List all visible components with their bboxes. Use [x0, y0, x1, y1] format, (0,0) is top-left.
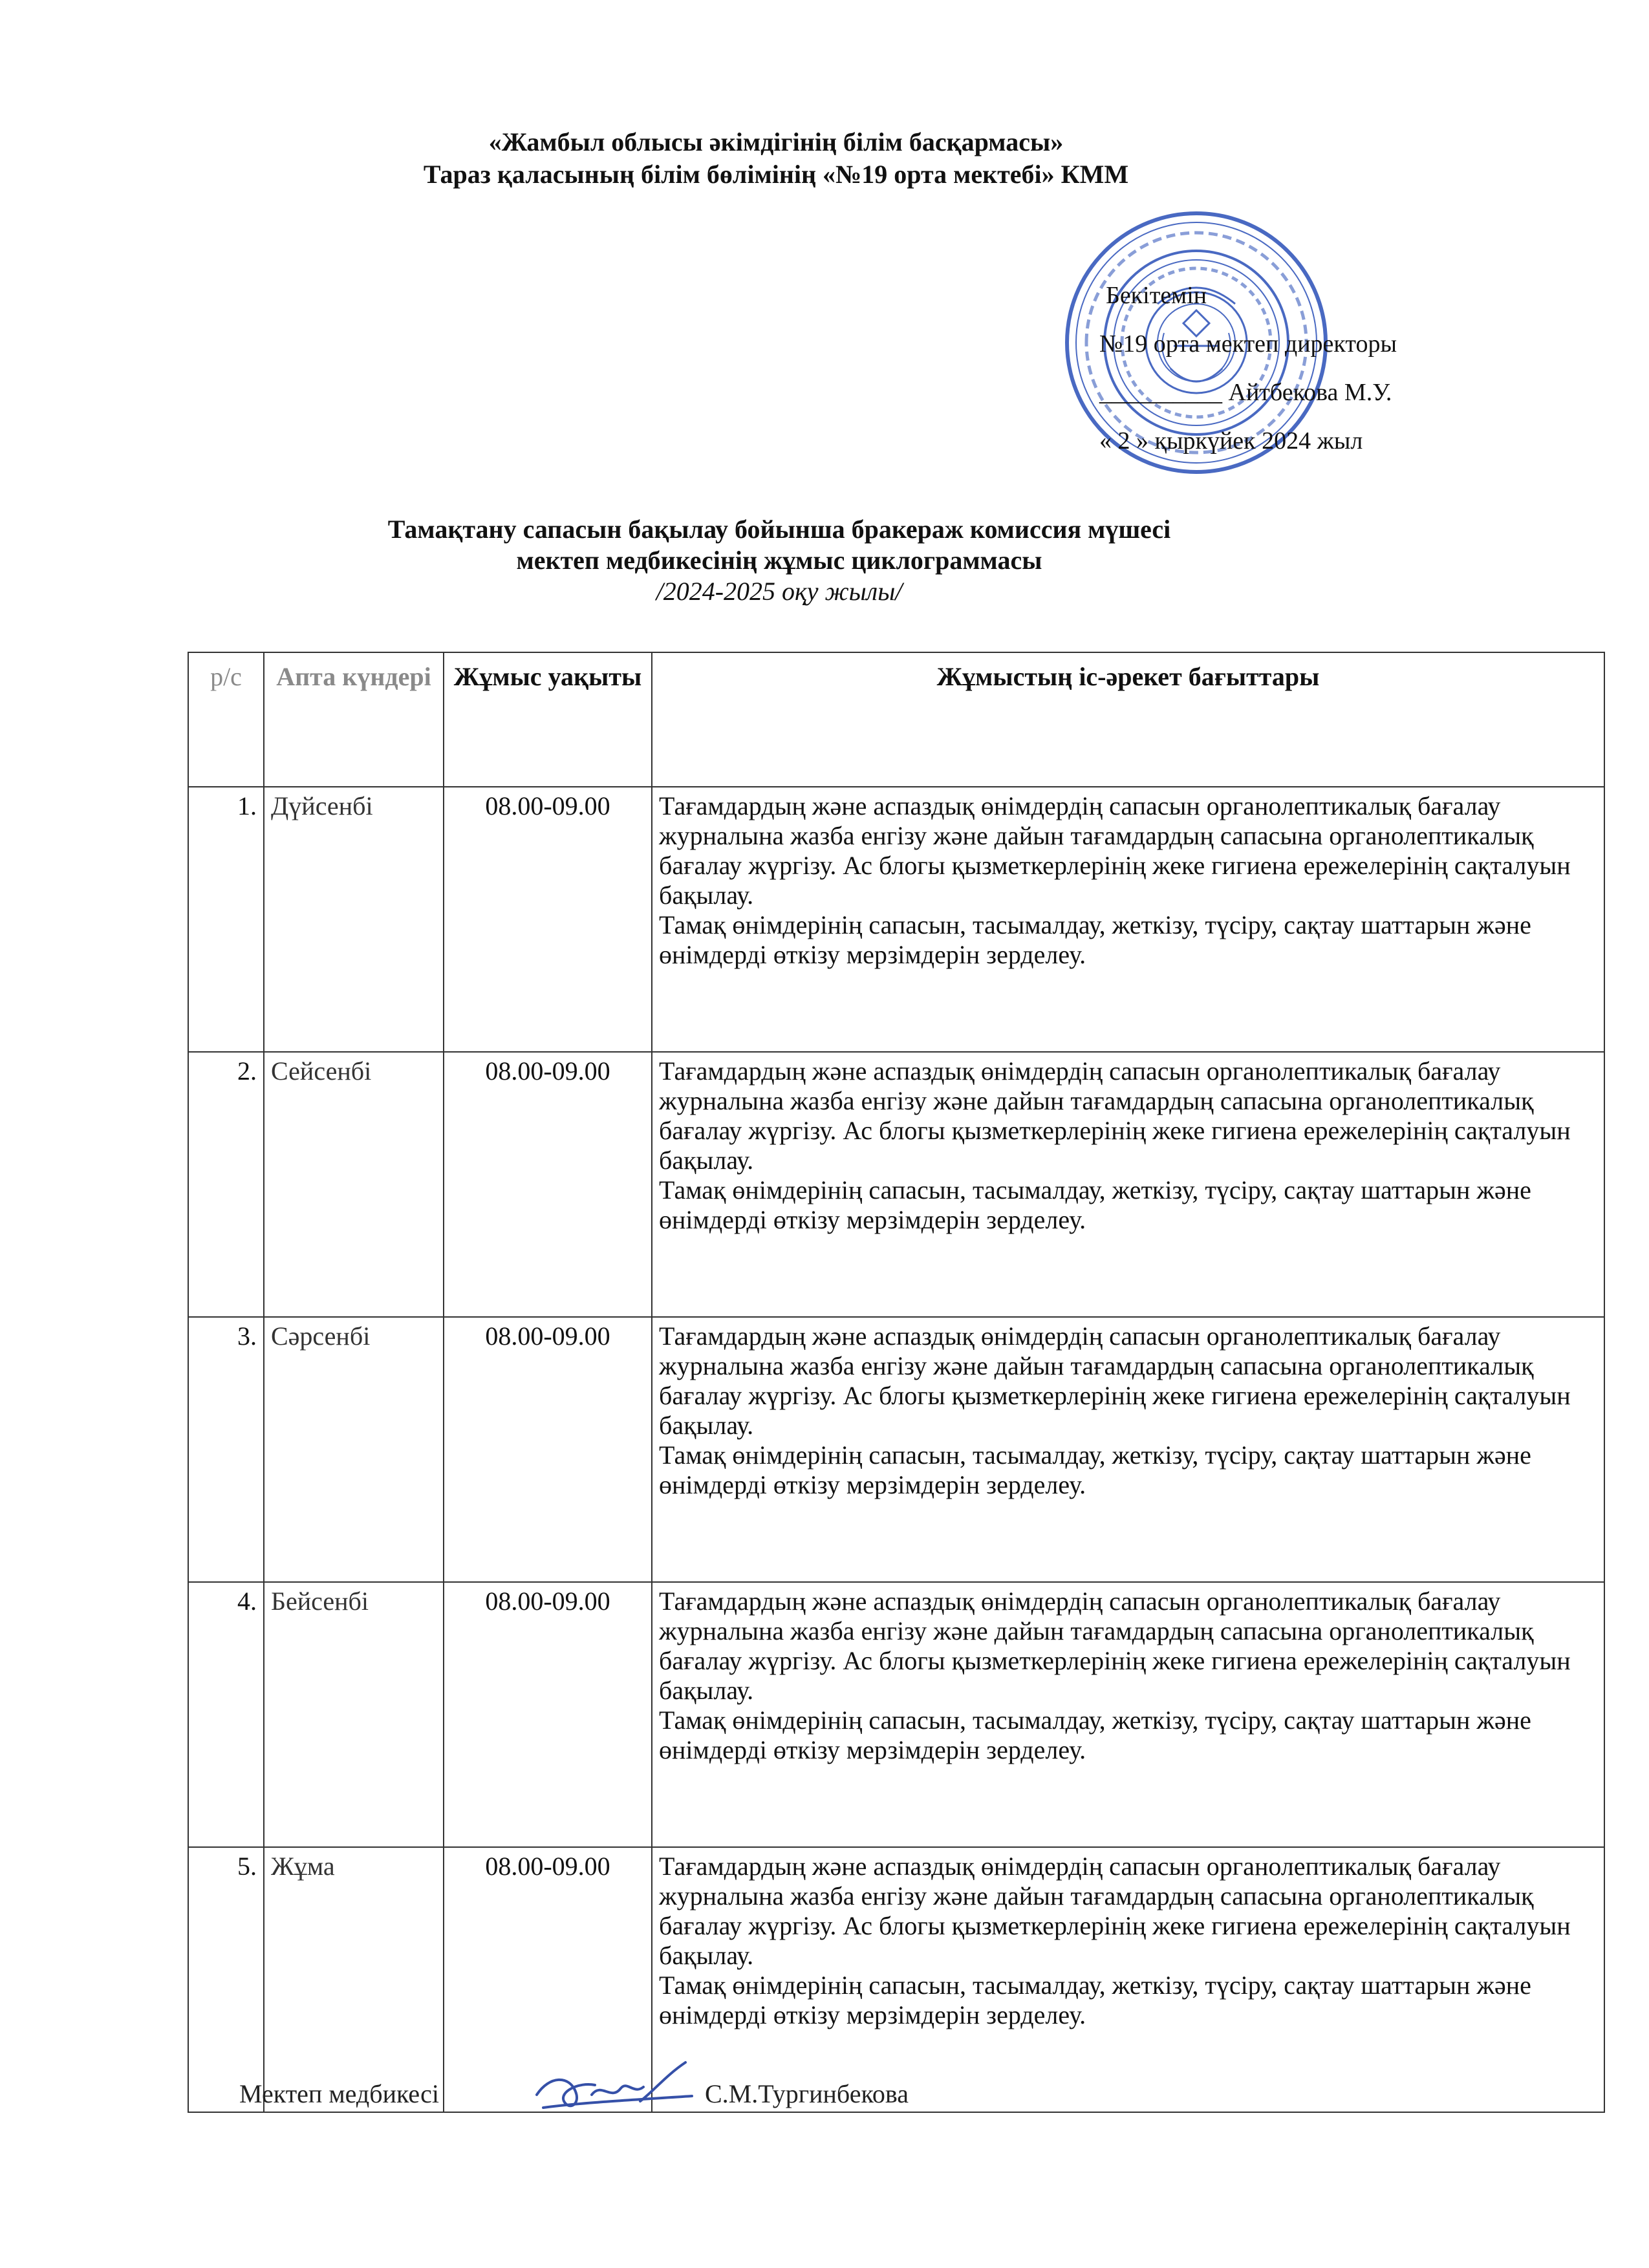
- table-row: [188, 1317, 1604, 1582]
- signer-name: С.М.Тургинбекова: [705, 2079, 909, 2108]
- row-desc-part-b: Тамақ өнімдерінің сапасын, тасымалдау, жеткізу, түсіру, сақтау шаттарын және өнімдерді өткізу мерзімдерін зерделеу.: [659, 1706, 1531, 1764]
- row-day: Жұма: [264, 1847, 444, 2112]
- organization-header: [0, 126, 1649, 191]
- title-line-1: Тамақтану сапасын бақылау бойынша бракераж комиссия мүшесі: [387, 515, 1171, 544]
- table-row: [188, 1582, 1604, 1847]
- schedule-table: [188, 652, 1605, 2113]
- table-row: [188, 787, 1604, 1052]
- table-row: [188, 1847, 1604, 2112]
- table-header-row: [188, 652, 1604, 787]
- header-day: Апта күндері: [264, 652, 444, 787]
- row-desc: [652, 1052, 1604, 1317]
- row-desc-part-b: Тамақ өнімдерінің сапасын, тасымалдау, жеткізу, түсіру, сақтау шаттарын және өнімдерді өткізу мерзімдерін зерделеу.: [659, 1971, 1531, 2029]
- approval-line-1: Бекітемін: [1106, 282, 1207, 309]
- document-title: [0, 514, 1649, 607]
- row-time: 08.00-09.00: [444, 1847, 652, 2112]
- row-desc: [652, 1582, 1604, 1847]
- row-num: 3.: [188, 1317, 264, 1582]
- row-desc: [652, 787, 1604, 1052]
- row-desc-part-a: Тағамдардың және аспаздық өнімдердің сапасын органолептикалық бағалау журналына жазба енгізу және дайын тағамдардың сапасына органолептикалық бағалау жүргізу. Ас блогы қызметкерлерінің жеке гигиена ережелерінің сақталуын бақылау.: [659, 791, 1571, 910]
- row-num: 5.: [188, 1847, 264, 2112]
- header-num: р/с: [188, 652, 264, 787]
- title-line-2: мектеп медбикесінің жұмыс циклограммасы: [516, 546, 1042, 575]
- approval-line-4: « 2 » қыркүйек 2024 жыл: [1099, 427, 1363, 455]
- row-time: 08.00-09.00: [444, 1052, 652, 1317]
- approval-block: [1099, 272, 1552, 465]
- row-desc-part-a: Тағамдардың және аспаздық өнімдердің сапасын органолептикалық бағалау журналына жазба енгізу және дайын тағамдардың сапасына органолептикалық бағалау жүргізу. Ас блогы қызметкерлерінің жеке гигиена ережелерінің сақталуын бақылау.: [659, 1852, 1571, 1970]
- row-desc-part-a: Тағамдардың және аспаздық өнімдердің сапасын органолептикалық бағалау журналына жазба енгізу және дайын тағамдардың сапасына органолептикалық бағалау жүргізу. Ас блогы қызметкерлерінің жеке гигиена ережелерінің сақталуын бақылау.: [659, 1321, 1571, 1440]
- row-time: 08.00-09.00: [444, 1582, 652, 1847]
- row-num: 1.: [188, 787, 264, 1052]
- row-desc: [652, 1847, 1604, 2112]
- row-time: 08.00-09.00: [444, 1317, 652, 1582]
- row-desc-part-b: Тамақ өнімдерінің сапасын, тасымалдау, жеткізу, түсіру, сақтау шаттарын және өнімдерді өткізу мерзімдерін зерделеу.: [659, 1440, 1531, 1499]
- row-time: 08.00-09.00: [444, 787, 652, 1052]
- title-line-3: /2024-2025 оқу жылы/: [656, 577, 903, 606]
- handwritten-signature: [530, 2056, 698, 2127]
- org-line-1: «Жамбыл облысы әкімдігінің білім басқармасы»: [488, 127, 1064, 156]
- header-time: Жұмыс уақыты: [444, 652, 652, 787]
- header-desc: Жұмыстың іс-әрекет бағыттары: [652, 652, 1604, 787]
- row-desc-part-a: Тағамдардың және аспаздық өнімдердің сапасын органолептикалық бағалау журналына жазба енгізу және дайын тағамдардың сапасына органолептикалық бағалау жүргізу. Ас блогы қызметкерлерінің жеке гигиена ережелерінің сақталуын бақылау.: [659, 1587, 1571, 1705]
- approval-line-3: __________ Айтбекова М.У.: [1099, 379, 1392, 406]
- row-num: 4.: [188, 1582, 264, 1847]
- row-day: Сәрсенбі: [264, 1317, 444, 1582]
- row-desc-part-b: Тамақ өнімдерінің сапасын, тасымалдау, жеткізу, түсіру, сақтау шаттарын және өнімдерді өткізу мерзімдерін зерделеу.: [659, 910, 1531, 969]
- signer-role: Мектеп медбикесі: [239, 2079, 440, 2108]
- row-desc-part-b: Тамақ өнімдерінің сапасын, тасымалдау, жеткізу, түсіру, сақтау шаттарын және өнімдерді өткізу мерзімдерін зерделеу.: [659, 1175, 1531, 1234]
- approval-line-2: №19 орта мектеп директоры: [1099, 330, 1397, 358]
- row-day: Бейсенбі: [264, 1582, 444, 1847]
- row-desc-part-a: Тағамдардың және аспаздық өнімдердің сапасын органолептикалық бағалау журналына жазба енгізу және дайын тағамдардың сапасына органолептикалық бағалау жүргізу. Ас блогы қызметкерлерінің жеке гигиена ережелерінің сақталуын бақылау.: [659, 1056, 1571, 1175]
- row-desc: [652, 1317, 1604, 1582]
- table-row: [188, 1052, 1604, 1317]
- org-line-2: Тараз қаласының білім бөлімінің «№19 орта мектебі» КММ: [423, 160, 1129, 189]
- row-day: Сейсенбі: [264, 1052, 444, 1317]
- row-num: 2.: [188, 1052, 264, 1317]
- row-day: Дүйсенбі: [264, 787, 444, 1052]
